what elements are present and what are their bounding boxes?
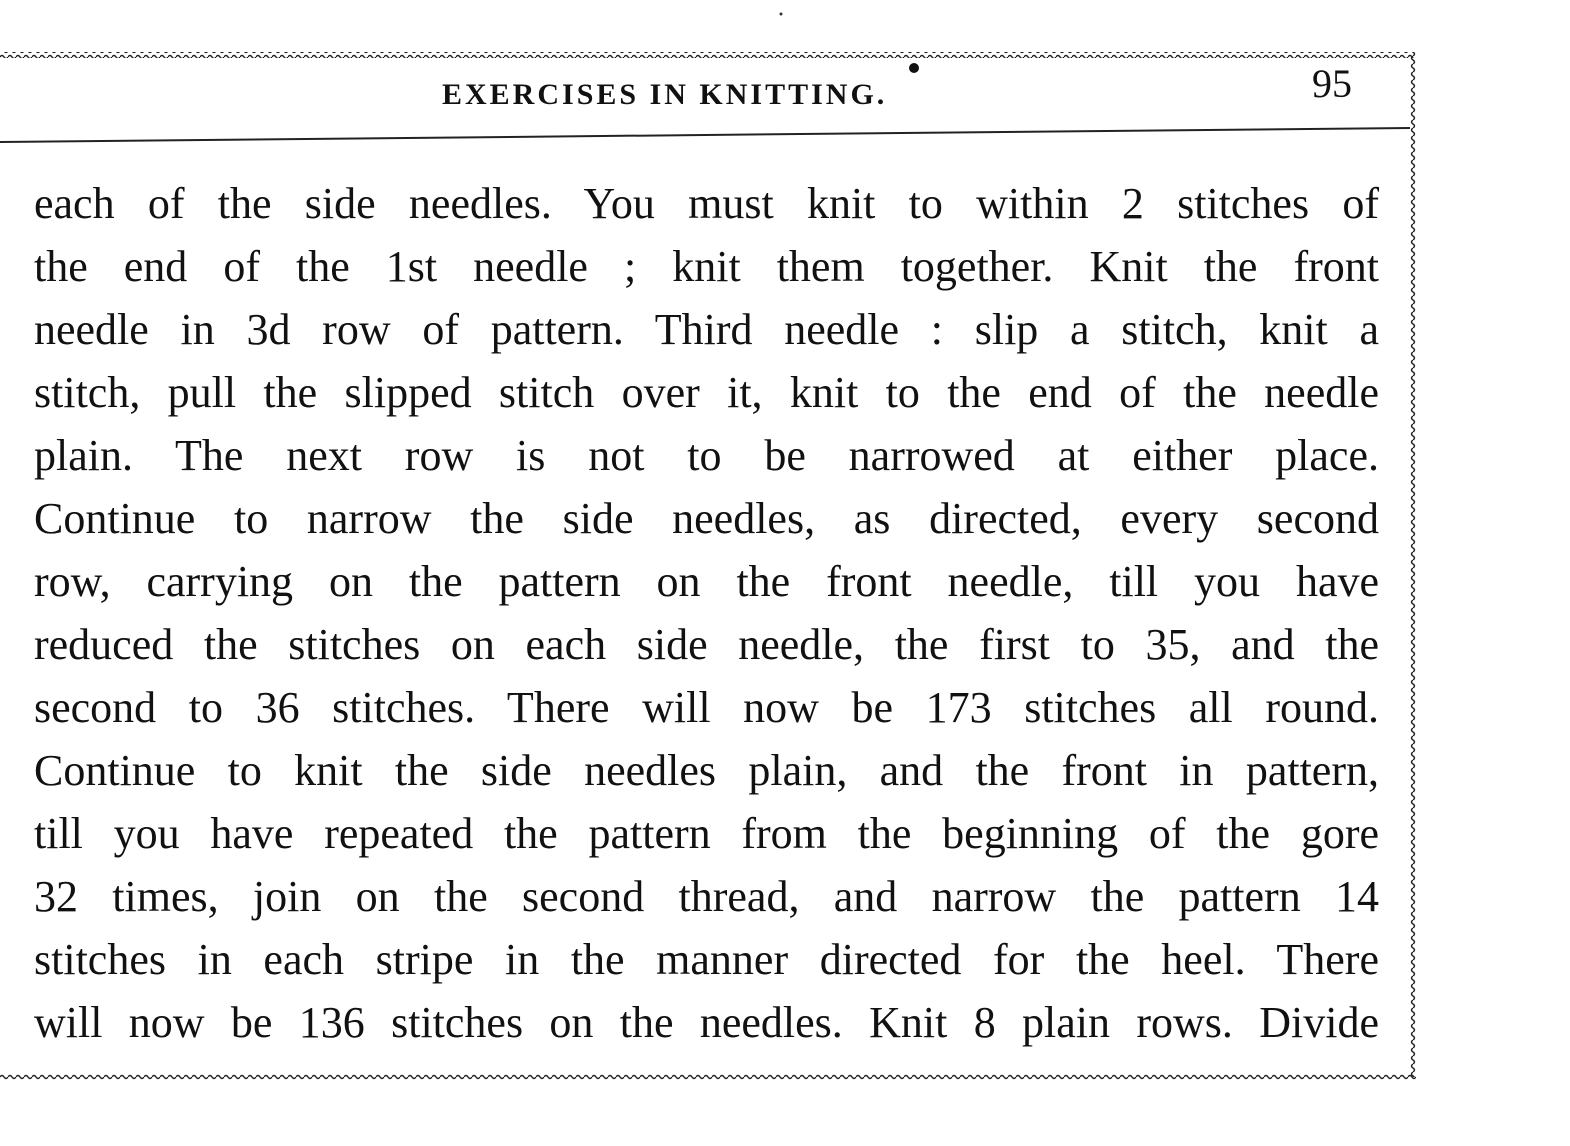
text-line: second to 36 stitches. There will now be 173 stitches all round. (34, 683, 1379, 732)
text-line: 32 times, join on the second thread, and narrow the pattern 14 (34, 872, 1379, 921)
text-line: reduced the stitches on each side needle, the first to 35, and the (34, 620, 1379, 669)
text-line: stitches in each stripe in the manner directed for the heel. There (34, 935, 1379, 984)
running-head (0, 61, 1410, 120)
text-line: each of the side needles. You must knit to within 2 stitches of (34, 179, 1379, 228)
text-line: needle in 3d row of pattern. Third needle : slip a stitch, knit a (34, 305, 1379, 354)
text-line: Continue to knit the side needles plain, and the front in pattern, (34, 746, 1379, 795)
text-line: the end of the 1st needle ; knit them together. Knit the front (34, 242, 1379, 291)
text-line: plain. The next row is not to be narrowed at either place. (34, 431, 1379, 480)
text-line: till you have repeated the pattern from the beginning of the gore (34, 809, 1379, 858)
text-line: will now be 136 stitches on the needles. Knit 8 plain rows. Divide (34, 998, 1379, 1047)
page-number: 95 (1312, 61, 1352, 106)
text-line: Continue to narrow the side needles, as directed, every second (34, 494, 1379, 543)
body-text (34, 172, 1379, 1054)
running-head-title: EXERCISES IN KNITTING. (442, 78, 888, 111)
speck (780, 13, 783, 16)
right-wavy-border (1410, 52, 1416, 1077)
top-wavy-border (0, 52, 1414, 58)
text-line: row, carrying on the pattern on the front needle, till you have (34, 557, 1379, 606)
head-rule (0, 128, 1410, 142)
text-line: stitch, pull the slipped stitch over it, knit to the end of the needle (34, 368, 1379, 417)
bottom-wavy-border (0, 1074, 1416, 1080)
